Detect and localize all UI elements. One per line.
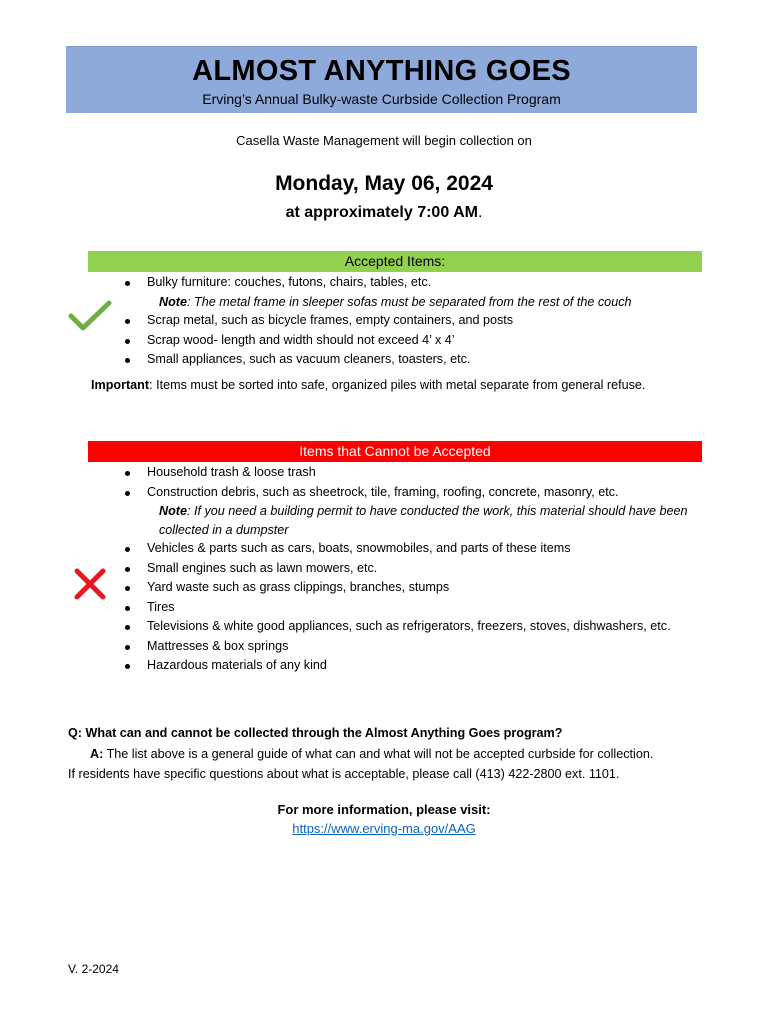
list-item: Mattresses & box springs bbox=[120, 637, 710, 657]
more-info-label: For more information, please visit: bbox=[277, 802, 491, 817]
page-title: ALMOST ANYTHING GOES bbox=[192, 55, 571, 87]
note: Note: The metal frame in sleeper sofas must be separated from the rest of the couch bbox=[159, 294, 632, 309]
faq-question: Q: What can and cannot be collected through the Almost Anything Goes program? bbox=[68, 726, 563, 740]
version-label: V. 2-2024 bbox=[68, 962, 119, 976]
list-item: Tires bbox=[120, 598, 710, 618]
list-item: Hazardous materials of any kind bbox=[120, 656, 710, 676]
list-item: Construction debris, such as sheetrock, tile, framing, roofing, concrete, masonry, etc. Note: If you need a building permit to have conducted the work, this material should have been collected in a dumpster bbox=[120, 483, 710, 540]
list-item: Bulky furniture: couches, futons, chairs, tables, etc. Note: The metal frame in sleeper sofas must be separated from the rest of the couch bbox=[120, 273, 710, 311]
list-item: Vehicles & parts such as cars, boats, snowmobiles, and parts of these items bbox=[120, 539, 710, 559]
list-item: Small engines such as lawn mowers, etc. bbox=[120, 559, 710, 579]
rejected-items-heading: Items that Cannot be Accepted bbox=[88, 441, 702, 462]
x-mark-icon bbox=[73, 567, 107, 601]
note: Note: If you need a building permit to have conducted the work, this material should have been collected in a dumpster bbox=[159, 504, 688, 537]
accepted-items-list bbox=[120, 273, 710, 370]
info-link[interactable]: https://www.erving-ma.gov/AAG bbox=[292, 821, 476, 836]
list-item: Yard waste such as grass clippings, branches, stumps bbox=[120, 578, 710, 598]
checkmark-icon bbox=[68, 300, 112, 332]
list-item: Scrap metal, such as bicycle frames, empty containers, and posts bbox=[120, 311, 710, 331]
list-item: Televisions & white good appliances, such as refrigerators, freezers, stoves, dishwashers, etc. bbox=[120, 617, 710, 637]
collection-date: Monday, May 06, 2024 bbox=[275, 172, 493, 195]
intro-text: Casella Waste Management will begin collection on bbox=[236, 133, 532, 148]
accepted-items-heading: Accepted Items: bbox=[88, 251, 702, 272]
collection-time: at approximately 7:00 AM. bbox=[285, 204, 483, 221]
faq-answer: A: The list above is a general guide of what can and what will not be accepted curbside for collection. If residents have specific questions about what is acceptable, please call (413) 422-2800 ext. 1101. bbox=[68, 747, 654, 781]
rejected-items-list bbox=[120, 463, 710, 676]
list-item: Scrap wood- length and width should not exceed 4’ x 4’ bbox=[120, 331, 710, 351]
header-banner bbox=[66, 46, 697, 113]
important-note: Important: Items must be sorted into safe, organized piles with metal separate from general refuse. bbox=[91, 378, 646, 392]
list-item: Household trash & loose trash bbox=[120, 463, 710, 483]
page-subtitle: Erving’s Annual Bulky-waste Curbside Collection Program bbox=[202, 91, 561, 107]
collection-time-value: at approximately 7:00 AM bbox=[285, 204, 478, 221]
list-item: Small appliances, such as vacuum cleaners, toasters, etc. bbox=[120, 350, 710, 370]
